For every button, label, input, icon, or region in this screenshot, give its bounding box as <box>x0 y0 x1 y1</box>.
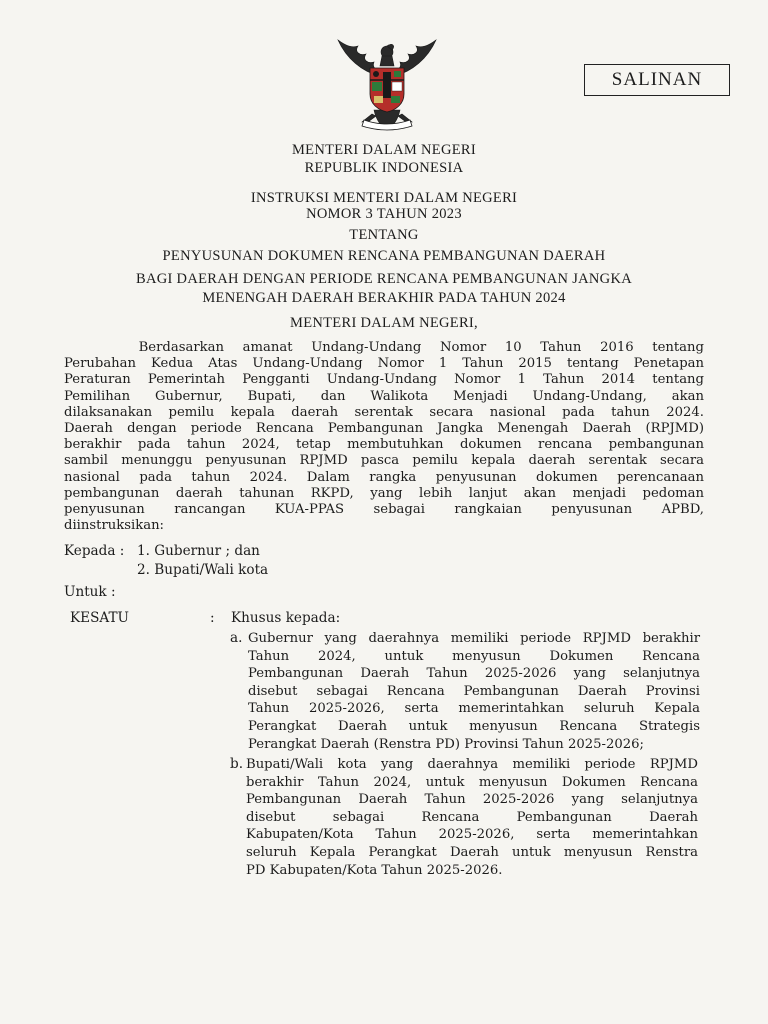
item-a-line: Perangkat Daerah (Renstra PD) Provinsi Tahun 2025-2026; <box>248 736 644 752</box>
item-a-line: Pembangunan Daerah Tahun 2025-2026 yang selanjutnya <box>248 666 700 682</box>
instruction-number: NOMOR 3 TAHUN 2023 <box>306 206 462 222</box>
item-b-text <box>246 756 698 879</box>
kesatu-intro: Khusus kepada: <box>231 610 341 626</box>
issuer-label: MENTERI DALAM NEGERI, <box>290 315 478 331</box>
item-b-line: Pembangunan Daerah Tahun 2025-2026 yang selanjutnya <box>246 792 698 808</box>
item-b-line: disebut sebagai Rencana Pembangunan Daerah <box>246 809 698 825</box>
subject-line: MENENGAH DAERAH BERAKHIR PADA TAHUN 2024 <box>202 290 566 306</box>
item-b-line: Kabupaten/Kota Tahun 2025-2026, serta memerintahkan <box>246 827 698 843</box>
item-b-line: PD Kabupaten/Kota Tahun 2025-2026. <box>246 862 503 878</box>
untuk-label: Untuk : <box>64 584 116 600</box>
preamble-line: pembangunan daerah tahunan RKPD, yang lebih lanjut akan menjadi pedoman <box>64 485 704 501</box>
preamble-line: Pemilihan Gubernur, Bupati, dan Walikota Menjadi Undang-Undang, akan <box>64 388 704 404</box>
item-a-line: Tahun 2025-2026, serta memerintahkan seluruh Kepala <box>248 701 700 717</box>
preamble-line: Daerah dengan periode Rencana Pembangunan Jangka Menengah Daerah (RPJMD) <box>64 420 704 436</box>
preamble-line: Perubahan Kedua Atas Undang-Undang Nomor 1 Tahun 2015 tentang Penetapan <box>64 356 704 372</box>
item-b-line: seluruh Kepala Perangkat Daerah untuk menyusun Renstra <box>246 844 698 860</box>
preamble-line: diinstruksikan: <box>64 518 165 534</box>
salinan-stamp: SALINAN <box>584 64 730 96</box>
kesatu-label: KESATU <box>70 610 129 626</box>
preamble-paragraph <box>64 340 704 534</box>
preamble-line: dilaksanakan pemilu kepala daerah serentak secara nasional pada tahun 2024. <box>64 404 704 420</box>
item-a-line: Perangkat Daerah untuk menyusun Rencana Strategis <box>248 718 700 734</box>
garuda-emblem-icon <box>332 36 442 136</box>
preamble-line: penyusunan rancangan KUA-PPAS sebagai rangkaian penyusunan APBD, <box>64 501 704 517</box>
recipient-item: 2. Bupati/Wali kota <box>137 562 269 578</box>
subject-line: PENYUSUNAN DOKUMEN RENCANA PEMBANGUNAN DAERAH <box>162 248 606 264</box>
kesatu-colon: : <box>210 610 215 626</box>
republic-title: REPUBLIK INDONESIA <box>304 160 464 176</box>
preamble-line: berakhir pada tahun 2024, tetap membutuhkan dokumen rencana pembangunan <box>64 437 704 453</box>
preamble-line: sambil menunggu penyusunan RPJMD pasca pemilu kepala daerah serentak secara <box>64 453 704 469</box>
item-a-line: Gubernur yang daerahnya memiliki periode RPJMD berakhir <box>248 631 700 646</box>
instruction-title: INSTRUKSI MENTERI DALAM NEGERI <box>250 190 518 206</box>
item-a-text <box>248 630 700 753</box>
item-b-marker: b. <box>230 756 244 772</box>
ministry-title: MENTERI DALAM NEGERI <box>291 142 476 158</box>
about-label: TENTANG <box>349 227 419 243</box>
item-b-line: Bupati/Wali kota yang daerahnya memiliki periode RPJMD <box>246 757 698 772</box>
item-a-line: Tahun 2024, untuk menyusun Dokumen Rencana <box>248 648 700 664</box>
item-b-line: berakhir Tahun 2024, untuk menyusun Dokumen Rencana <box>246 774 698 790</box>
preamble-line: Peraturan Pemerintah Pengganti Undang-Undang Nomor 1 Tahun 2014 tentang <box>64 372 704 388</box>
subject-line: BAGI DAERAH DENGAN PERIODE RENCANA PEMBANGUNAN JANGKA <box>135 271 632 287</box>
kepada-label: Kepada : <box>64 543 125 559</box>
item-a-line: disebut sebagai Rencana Pembangunan Daerah Provinsi <box>248 683 700 699</box>
item-a-marker: a. <box>230 630 243 646</box>
preamble-line: Berdasarkan amanat Undang-Undang Nomor 10 Tahun 2016 tentang <box>64 340 704 355</box>
recipient-item: 1. Gubernur ; dan <box>137 543 260 559</box>
preamble-line: nasional pada tahun 2024. Dalam rangka penyusunan dokumen perencanaan <box>64 469 704 485</box>
